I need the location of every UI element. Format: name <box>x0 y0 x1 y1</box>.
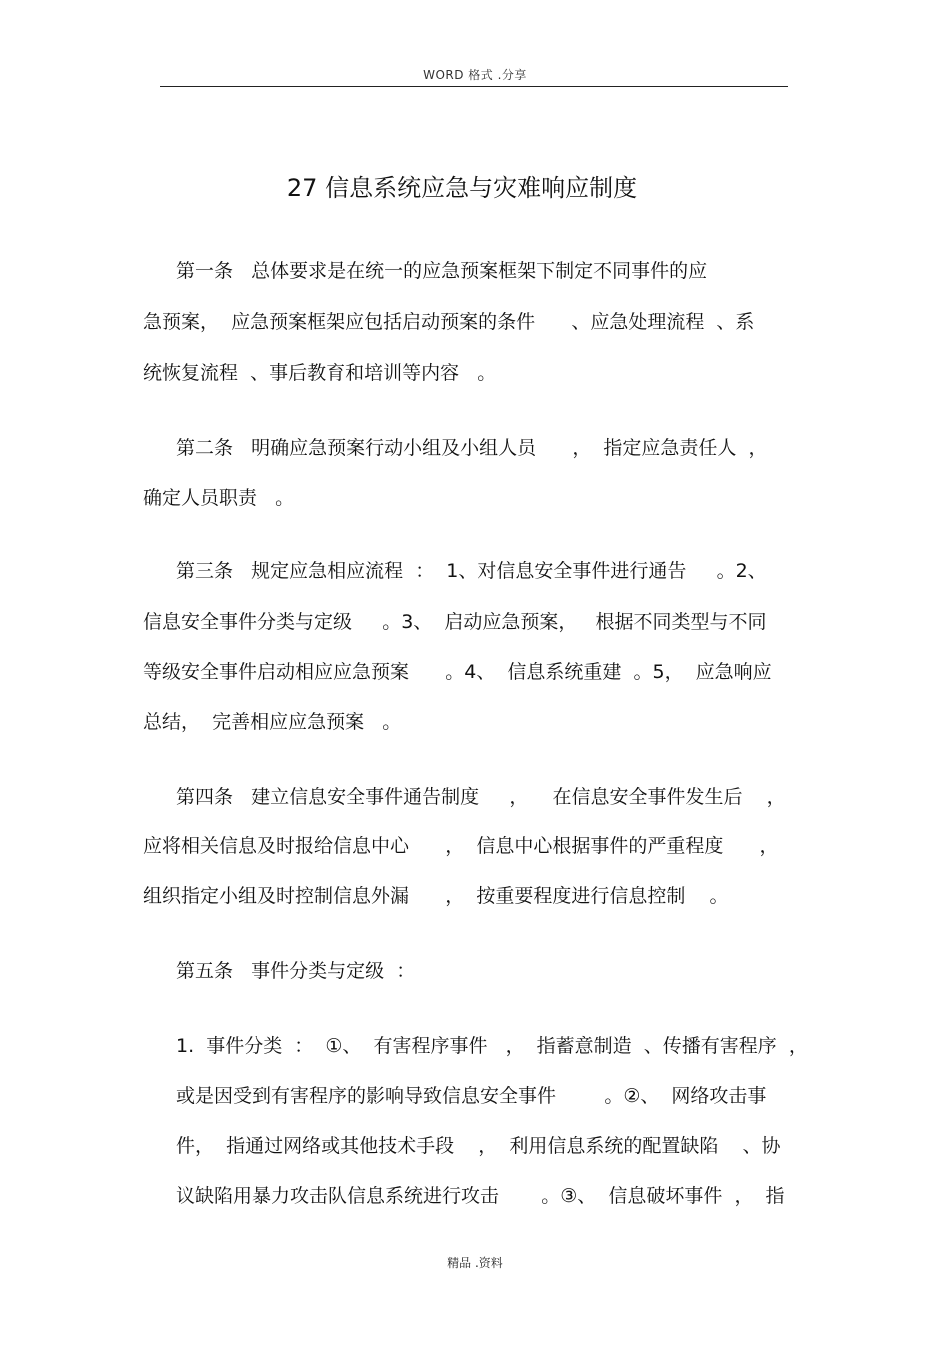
page-header: WORD 格式 .分享 <box>423 68 527 82</box>
text-line: 件， 指通过网络或其他技术手段 ， 利用信息系统的配置缺陷 、协 <box>176 1135 781 1157</box>
text-line: 急预案， 应急预案框架应包括启动预案的条件 、应急处理流程 、系 <box>143 311 755 333</box>
text-line: 总结， 完善相应应急预案 。 <box>143 711 402 733</box>
text-line: 第三条 规定应急相应流程 ： 1、对信息安全事件进行通告 。2、 <box>176 560 767 582</box>
text-line: 或是因受到有害程序的影响导致信息安全事件 。②、 网络攻击事 <box>176 1085 767 1107</box>
text-line: 第四条 建立信息安全事件通告制度 ， 在信息安全事件发生后 ， <box>176 786 786 808</box>
text-line: 等级安全事件启动相应应急预案 。4、 信息系统重建 。5， 应急响应 <box>143 661 772 683</box>
text-line: 议缺陷用暴力攻击队信息系统进行攻击 。③、 信息破坏事件 ， 指 <box>176 1185 785 1207</box>
text-line: 第二条 明确应急预案行动小组及小组人员 ， 指定应急责任人 ， <box>176 437 768 459</box>
text-line: 1. 事件分类 ： ①、 有害程序事件 ， 指蓄意制造 、传播有害程序 ， <box>176 1035 808 1057</box>
page-footer: 精品 .资料 <box>447 1256 503 1270</box>
document-title: 27 信息系统应急与灾难响应制度 <box>286 174 638 202</box>
header-divider <box>160 86 788 87</box>
text-line: 第一条 总体要求是在统一的应急预案框架下制定不同事件的应 <box>176 260 708 282</box>
text-line: 组织指定小组及时控制信息外漏 ， 按重要程度进行信息控制 。 <box>143 885 729 907</box>
text-line: 第五条 事件分类与定级 ： <box>176 960 416 982</box>
text-line: 信息安全事件分类与定级 。3、 启动应急预案， 根据不同类型与不同 <box>143 611 767 633</box>
text-line: 应将相关信息及时报给信息中心 ， 信息中心根据事件的严重程度 ， <box>143 835 779 857</box>
text-line: 统恢复流程 、事后教育和培训等内容 。 <box>143 362 497 384</box>
text-line: 确定人员职责 。 <box>143 487 295 509</box>
